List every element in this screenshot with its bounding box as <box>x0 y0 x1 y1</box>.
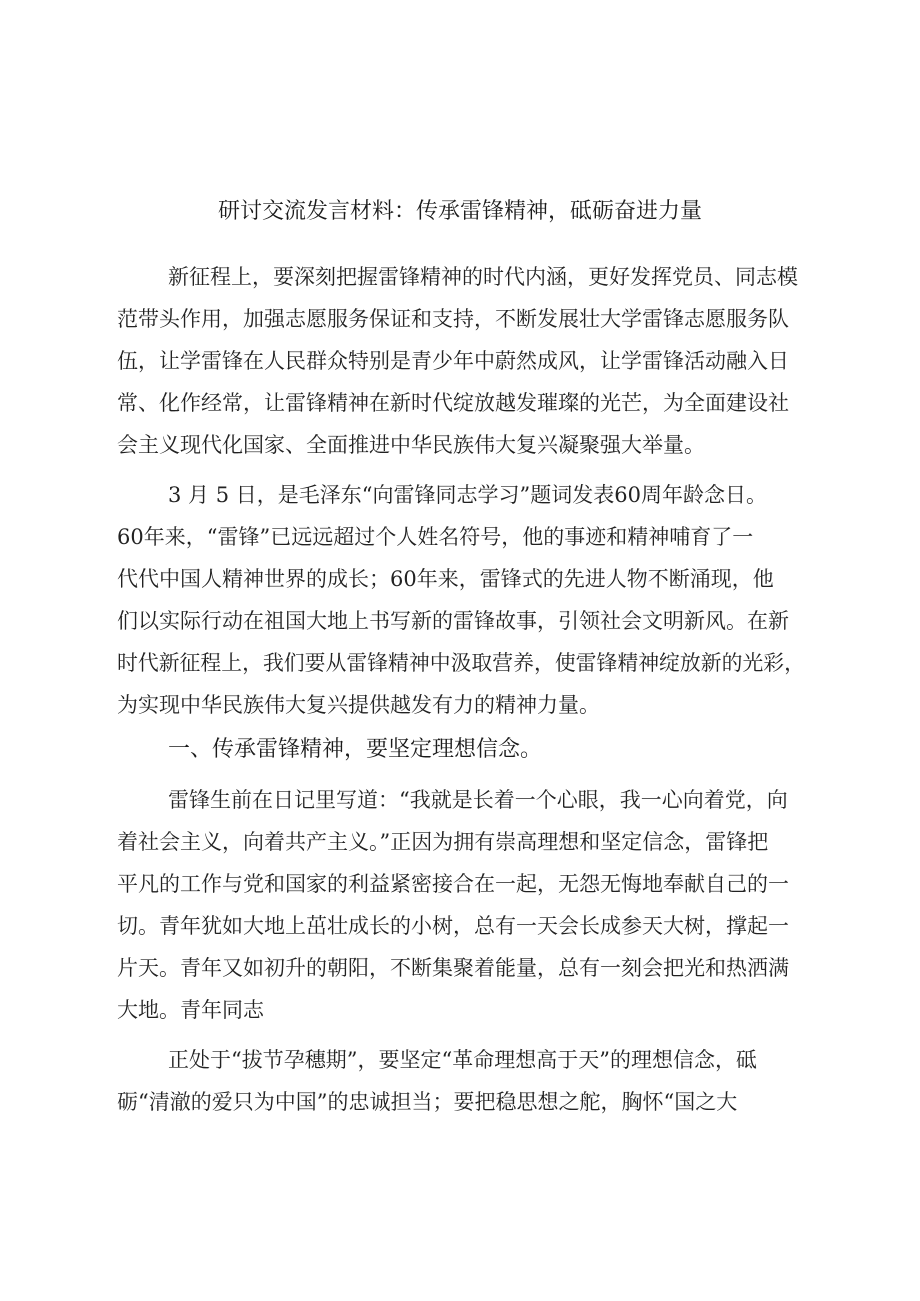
paragraph-1-line-4: 常、化作经常，让雷锋精神在新时代绽放越发璀璨的光芒，为全面建设社 <box>117 391 789 415</box>
paragraph-2-line-6: 为实现中华民族伟大复兴提供越发有力的精神力量。 <box>117 693 600 717</box>
paragraph-2-line-2: 60年来，“雷锋”已远远超过个人姓名符号，他的事迹和精神哺育了一 <box>117 525 754 549</box>
section-heading: 一、传承雷锋精神，要坚定理想信念。 <box>168 737 543 762</box>
section-paragraph-1-line-2: 着社会主义，向着共产主义。”正因为拥有崇高理想和坚定信念，雷锋把 <box>117 830 769 854</box>
paragraph-1-line-2: 范带头作用，加强志愿服务保证和支持，不断发展壮大学雷锋志愿服务队 <box>117 307 789 331</box>
section-paragraph-1-line-3: 平凡的工作与党和国家的利益紧密接合在一起，无怨无悔地奉献自己的一 <box>117 872 789 896</box>
paragraph-2-line-5: 时代新征程上，我们要从雷锋精神中汲取营养，使雷锋精神绽放新的光彩， <box>117 651 805 675</box>
paragraph-2-line-4: 们以实际行动在祖国大地上书写新的雷锋故事，引领社会文明新风。在新 <box>117 609 789 633</box>
section-paragraph-1-line-4: 切。青年犹如大地上茁壮成长的小树，总有一天会长成参天大树，撑起一 <box>117 914 789 938</box>
paragraph-1-line-5: 会主义现代化国家、全面推进中华民族伟大复兴凝聚强大举量。 <box>117 433 705 457</box>
section-paragraph-1-line-1: 雷锋生前在日记里写道：“我就是长着一个心眼，我一心向着党，向 <box>168 788 788 812</box>
paragraph-2-line-1: 3 月 5 日，是毛泽东“向雷锋同志学习”题词发表60周年龄念日。 <box>168 483 767 507</box>
paragraph-1-line-1: 新征程上，要深刻把握雷锋精神的时代内涵，更好发挥党员、同志模 <box>168 265 798 289</box>
section-paragraph-1-line-6: 大地。青年同志 <box>117 998 264 1022</box>
paragraph-2-line-3: 代代中国人精神世界的成长；60年来，雷锋式的先进人物不断涌现，他 <box>117 567 774 591</box>
section-paragraph-2-line-2: 砺“清澈的爱只为中国”的忠诚担当；要把稳思想之舵，胸怀“国之大 <box>117 1090 738 1114</box>
section-paragraph-2-line-1: 正处于“拔节孕穗期”，要坚定“革命理想高于天”的理想信念，砥 <box>168 1048 757 1072</box>
paragraph-1-line-3: 伍，让学雷锋在人民群众特别是青少年中蔚然成风，让学雷锋活动融入日 <box>117 349 789 373</box>
document-title: 研讨交流发言材料：传承雷锋精神，砥砺奋进力量 <box>217 199 702 224</box>
section-paragraph-1-line-5: 片天。青年又如初升的朝阳，不断集聚着能量，总有一刻会把光和热洒满 <box>117 956 789 980</box>
